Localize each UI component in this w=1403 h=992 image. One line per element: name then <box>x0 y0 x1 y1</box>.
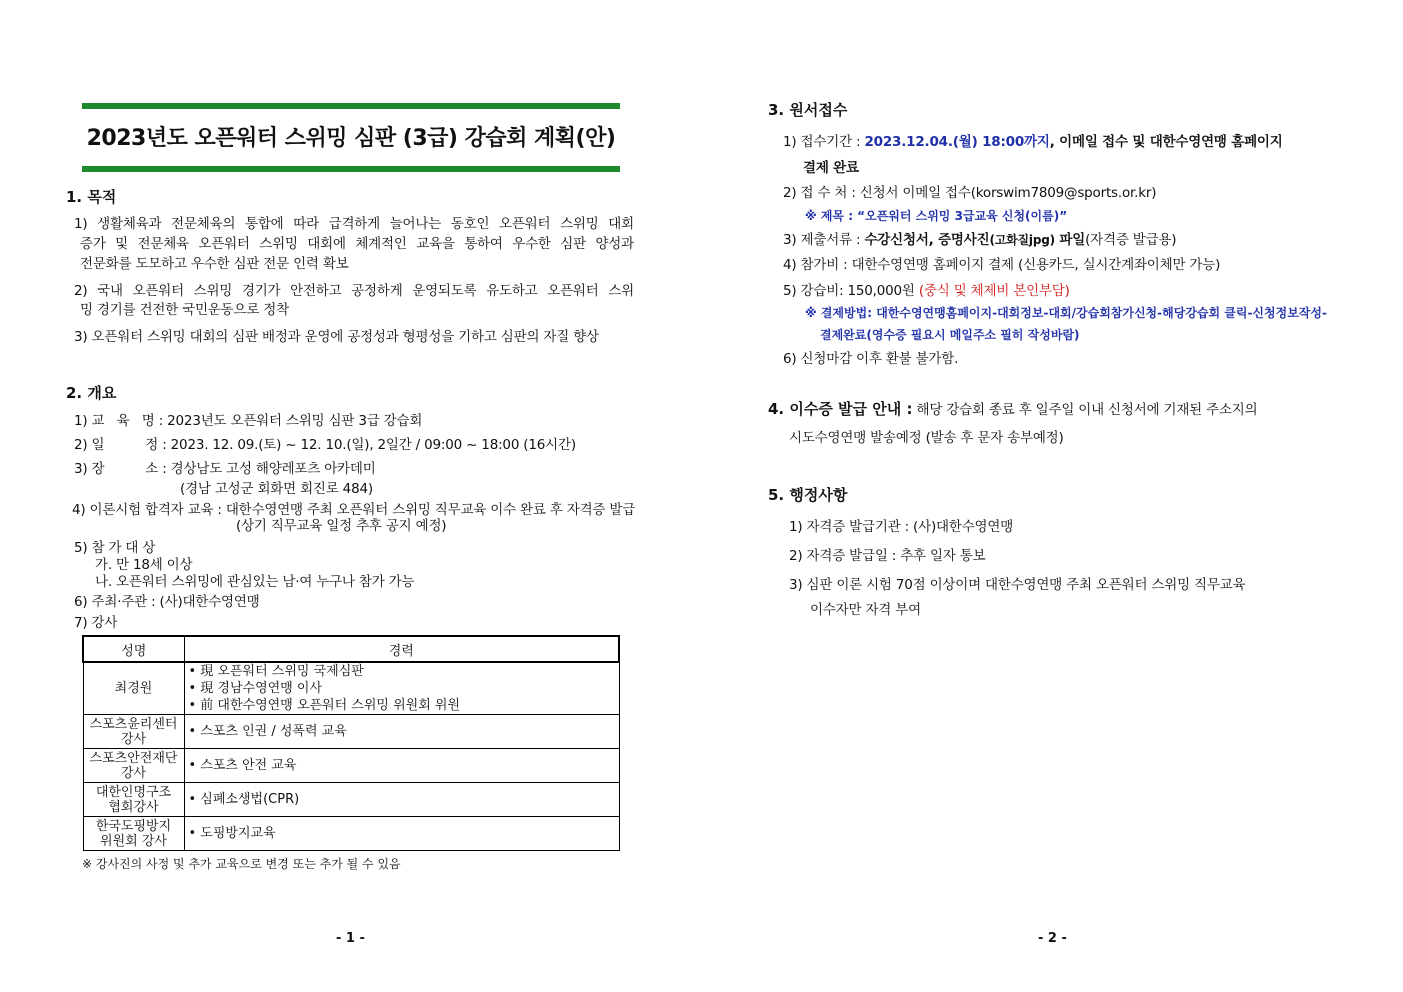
application-subject-note: ※ 제목 : “오픈워터 스위밍 3급교육 신청(이름)” <box>805 209 1068 223</box>
application-deadline: 2023.12.04.(월) 18:00까지 <box>864 134 1050 150</box>
application-period-label: 1) 접수기간 : <box>783 134 865 150</box>
lecturer-name: 최경원 <box>83 662 184 715</box>
lecturer-table <box>82 635 620 851</box>
overview-address: (경남 고성군 회화면 회진로 484) <box>180 481 373 497</box>
lecturer-name <box>83 715 184 749</box>
lecturer-name <box>83 817 184 851</box>
refund-policy: 6) 신청마감 이후 환불 불가함. <box>783 351 959 367</box>
payment-method-line2: 결제완료(영수증 필요시 메일주소 필히 작성바람) <box>820 328 1080 342</box>
application-period <box>783 130 1283 150</box>
lecturer-career: • 스포츠 안전 교육 <box>184 749 619 783</box>
section-purpose-heading: 1. 목적 <box>66 188 117 206</box>
overview-location: 3) 장 소 : 경상남도 고성 해양레포츠 아카데미 <box>74 461 376 477</box>
documents-file: 파일 <box>1054 232 1086 248</box>
overview-target: 5) 참 가 대 상 <box>74 540 156 556</box>
overview-exam-note: (상기 직무교육 일정 추후 공지 예정) <box>236 518 447 534</box>
section-application-heading: 3. 원서접수 <box>768 101 848 119</box>
course-fee-amount: 5) 강습비: 150,000원 <box>783 283 919 299</box>
lecturer-name-line2: 강사 <box>120 731 147 747</box>
lecturer-career: • 도핑방지교육 <box>184 817 619 851</box>
purpose-1-line2: 증가 및 전문체육 오픈워터 스위밍 대회에 체계적인 교육을 통하여 우수한 심판 양성과 <box>80 236 634 252</box>
table-row <box>83 749 619 783</box>
purpose-2-line2: 밍 경기를 건전한 국민운동으로 정착 <box>80 302 289 318</box>
lecturer-career: • 스포츠 인권 / 성폭력 교육 <box>184 715 619 749</box>
lecturer-name-line1: 스포츠안전재단 <box>89 750 178 766</box>
documents-required: 수강신청서, 증명사진 <box>864 232 990 248</box>
purpose-2-line1: 2) 국내 오픈워터 스위밍 경기가 안전하고 공정하게 운영되도록 유도하고 오픈워터 스위 <box>74 283 634 299</box>
lecturer-name-line2: 강사 <box>120 765 147 781</box>
certificate-notice-line2: 시도수영연맹 발송예정 (발송 후 문자 송부예정) <box>789 430 1064 446</box>
certificate-notice-text: 해당 강습회 종료 후 일주일 이내 신청서에 기재된 주소지의 <box>912 402 1258 418</box>
lecturer-name-line1: 한국도핑방지 <box>95 818 172 834</box>
purpose-1-line3: 전문화를 도모하고 우수한 심판 전문 인력 확보 <box>80 256 349 272</box>
overview-lecturers: 7) 강사 <box>74 615 118 631</box>
overview-target-b: 나. 오픈워터 스위밍에 관심있는 남·여 누구나 참가 가능 <box>95 574 415 590</box>
section-overview-heading: 2. 개요 <box>66 384 117 402</box>
title-bar-top <box>82 103 620 109</box>
application-period-line2: 결제 완료 <box>803 160 859 176</box>
lecturer-name <box>83 749 184 783</box>
admin-issuer: 1) 자격증 발급기관 : (사)대한수영연맹 <box>789 519 1014 535</box>
documents-photo-spec: (고화질jpg) <box>989 233 1055 247</box>
purpose-3: 3) 오픈워터 스위밍 대회의 심판 배정과 운영에 공정성과 형평성을 기하고 심판의 자질 향상 <box>74 329 599 345</box>
course-fee-note: (중식 및 체제비 본인부담) <box>918 283 1070 299</box>
lecturer-name-line1: 대한인명구조 <box>95 784 172 800</box>
table-row <box>83 817 619 851</box>
overview-host: 6) 주최·주관 : (사)대한수영연맹 <box>74 594 260 610</box>
certificate-notice <box>768 398 1257 419</box>
purpose-1-line1: 1) 생활체육과 전문체육의 통합에 따라 급격하게 늘어나는 동호인 오픈워터 스위밍 대회 <box>74 216 634 232</box>
admin-qualification: 3) 심판 이론 시험 70점 이상이며 대한수영연맹 주최 오픈워터 스위밍 직무교육 <box>789 577 1246 593</box>
career-item: • 前 대한수영연맹 오픈워터 스위밍 위원회 위원 <box>188 698 461 713</box>
course-fee <box>783 279 1070 299</box>
table-row <box>83 715 619 749</box>
lecturer-name <box>83 783 184 817</box>
col-header-name: 성명 <box>83 636 184 662</box>
certificate-notice-heading: 4. 이수증 발급 안내 : <box>768 400 913 418</box>
career-item: • 現 경남수영연맹 이사 <box>188 681 323 696</box>
section-admin-heading: 5. 행정사항 <box>768 486 848 504</box>
table-row <box>83 662 619 715</box>
lecturer-note: ※ 강사진의 사정 및 추가 교육으로 변경 또는 추가 될 수 있음 <box>82 857 401 871</box>
career-item: • 現 오픈워터 스위밍 국제심판 <box>188 664 364 679</box>
payment-method-line1: ※ 결제방법: 대한수영연맹홈페이지-대회정보-대회/강습회참가신청-해당강습회 클릭-신청정보작성- <box>805 306 1327 320</box>
lecturer-name-line2: 협회강사 <box>108 799 159 815</box>
page-number-1: - 1 - <box>336 931 365 946</box>
overview-schedule: 2) 일 정 : 2023. 12. 09.(토) ~ 12. 10.(일), 2일간 / 09:00 ~ 18:00 (16시간) <box>74 437 576 453</box>
col-header-career: 경력 <box>184 636 619 662</box>
table-row <box>83 783 619 817</box>
lecturer-career: • 심폐소생법(CPR) <box>184 783 619 817</box>
page-number-2: - 2 - <box>1038 931 1067 946</box>
application-period-method: , 이메일 접수 및 대한수영연맹 홈페이지 <box>1049 134 1283 150</box>
lecturer-career <box>184 662 619 715</box>
overview-exam-edu: 4) 이론시험 합격자 교육 : 대한수영연맹 주최 오픈워터 스위밍 직무교육 이수 완료 후 자격증 발급 <box>72 502 636 518</box>
table-header-row <box>83 636 619 662</box>
application-documents <box>783 228 1176 248</box>
documents-label: 3) 제출서류 : <box>783 232 865 248</box>
admin-qualification-line2: 이수자만 자격 부여 <box>810 602 921 618</box>
documents-purpose: (자격증 발급용) <box>1085 232 1177 248</box>
lecturer-name-line1: 스포츠윤리센터 <box>89 716 178 732</box>
overview-target-a: 가. 만 18세 이상 <box>95 557 193 573</box>
application-fee: 4) 참가비 : 대한수영연맹 홈페이지 결제 (신용카드, 실시간계좌이체만 가능) <box>783 257 1221 273</box>
document-title: 2023년도 오픈워터 스위밍 심판 (3급) 강습회 계획(안) <box>86 126 616 151</box>
overview-course-name: 1) 교 육 명 : 2023년도 오픈워터 스위밍 심판 3급 강습회 <box>74 413 423 429</box>
application-place: 2) 접 수 처 : 신청서 이메일 접수(korswim7809@sports.or.kr) <box>783 185 1157 201</box>
lecturer-name-line2: 위원회 강사 <box>100 833 167 849</box>
title-bar-bottom <box>82 166 620 172</box>
admin-issue-date: 2) 자격증 발급일 : 추후 일자 통보 <box>789 548 986 564</box>
